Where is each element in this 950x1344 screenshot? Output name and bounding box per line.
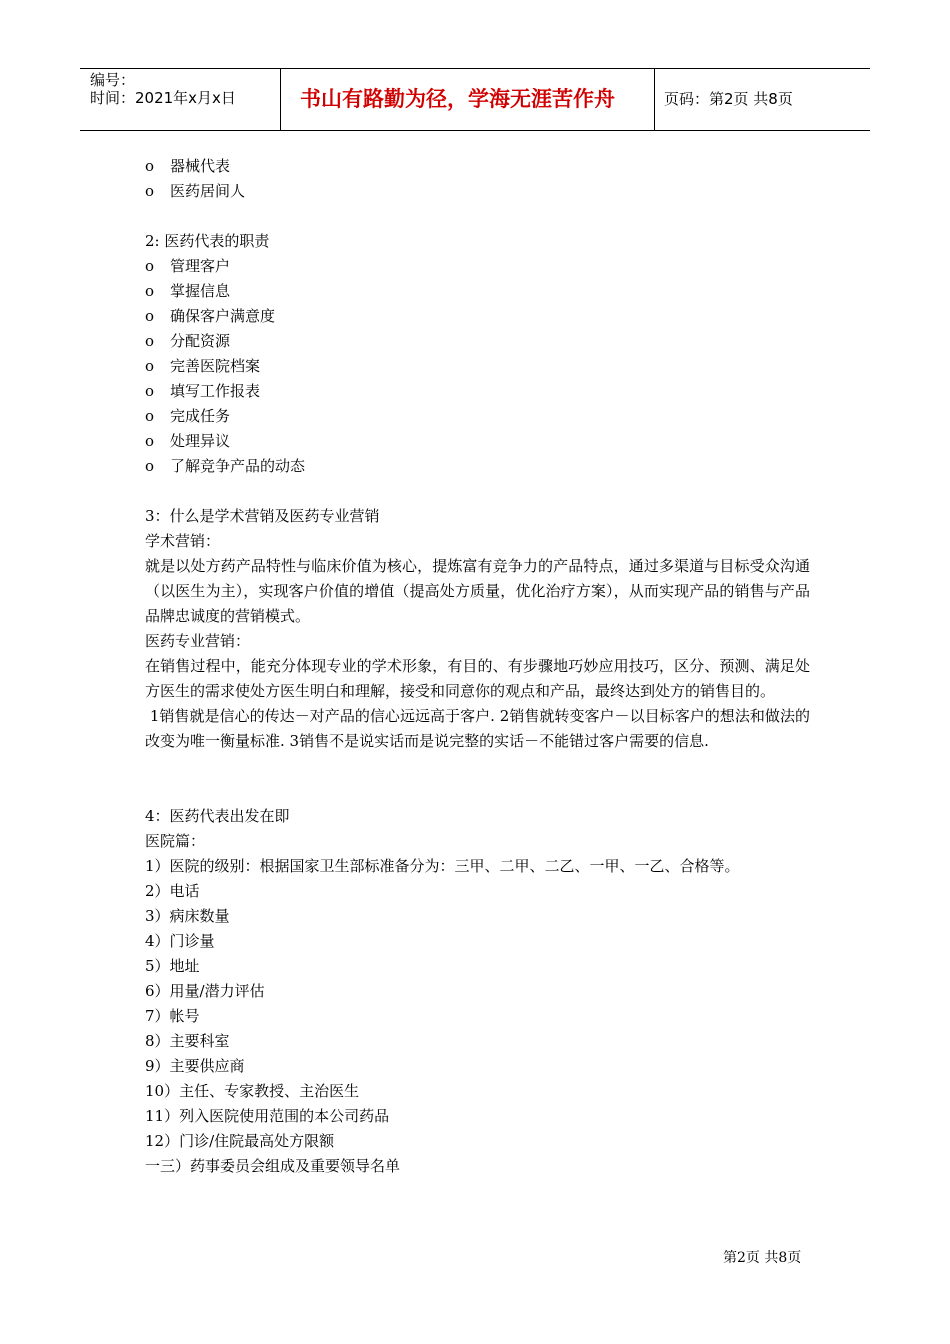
list-item: 一三）药事委员会组成及重要领导名单	[145, 1157, 401, 1175]
section-heading: 2: 医药代表的职责	[145, 232, 270, 250]
section-heading: 3：什么是学术营销及医药专业营销	[145, 507, 380, 525]
list-item: 1）医院的级别：根据国家卫生部标准备分为：三甲、二甲、二乙、一甲、一乙、合格等。	[145, 857, 740, 875]
bullet-marker: o	[145, 157, 155, 175]
list-item: 10）主任、专家教授、主治医生	[145, 1082, 360, 1100]
serial-label: 编号：	[90, 71, 136, 89]
list-item: 5）地址	[145, 957, 200, 975]
list-item: o 医药居间人	[145, 179, 810, 204]
list-item: o 完善医院档案	[145, 354, 810, 379]
list-item: 12）门诊/住院最高处方限额	[145, 1132, 335, 1150]
bullet-marker: o	[145, 457, 155, 475]
subheading: 医药专业营销：	[145, 632, 251, 650]
subheading: 学术营销：	[145, 532, 221, 550]
section-heading: 4：医药代表出发在即	[145, 807, 290, 825]
bullet-marker: o	[145, 307, 155, 325]
bullet-marker: o	[145, 407, 155, 425]
date-label: 时间：2021年x月x日	[90, 89, 236, 107]
list-item: 3）病床数量	[145, 907, 230, 925]
list-item: o 填写工作报表	[145, 379, 810, 404]
header-meta	[80, 69, 281, 130]
list-item: 11）列入医院使用范围的本公司药品	[145, 1107, 390, 1125]
bullet-marker: o	[145, 382, 155, 400]
list-item: o 掌握信息	[145, 279, 810, 304]
list-item: o 器械代表	[145, 154, 810, 179]
bullet-marker: o	[145, 357, 155, 375]
paragraph: 1销售就是信心的传达－对产品的信心远远高于客户. 2销售就转变客户－以目标客户的想法和做法的改变为唯一衡量标准. 3销售不是说实话而是说完整的实话－不能错过客户需要的信息.	[145, 707, 810, 750]
bullet-marker: o	[145, 282, 155, 300]
subheading: 医院篇：	[145, 832, 206, 850]
header-page-number: 页码：第2页 共8页	[664, 90, 793, 108]
page-header	[80, 68, 870, 131]
list-item: 9）主要供应商	[145, 1057, 245, 1075]
list-item: o 处理异议	[145, 429, 810, 454]
list-item: 7）帐号	[145, 1007, 200, 1025]
paragraph: 就是以处方药产品特性与临床价值为核心，提炼富有竞争力的产品特点，通过多渠道与目标受众沟通（以医生为主），实现客户价值的增值（提高处方质量，优化治疗方案），从而实现产品的销售与产品品牌忠诚度的营销模式。	[145, 557, 810, 625]
bullet-marker: o	[145, 257, 155, 275]
header-motto: 书山有路勤为径，学海无涯苦作舟	[281, 69, 655, 130]
list-item: o 确保客户满意度	[145, 304, 810, 329]
list-item: 8）主要科室	[145, 1032, 230, 1050]
document-body	[145, 154, 810, 1179]
bullet-marker: o	[145, 182, 155, 200]
page-footer: 第2页 共8页	[723, 1250, 802, 1266]
list-item: o 分配资源	[145, 329, 810, 354]
list-item: o 了解竞争产品的动态	[145, 454, 810, 479]
list-item: 6）用量/潜力评估	[145, 982, 265, 1000]
list-item: 4）门诊量	[145, 932, 215, 950]
list-item: o 完成任务	[145, 404, 810, 429]
list-item: 2）电话	[145, 882, 200, 900]
bullet-marker: o	[145, 332, 155, 350]
list-item: o 管理客户	[145, 254, 810, 279]
bullet-marker: o	[145, 432, 155, 450]
paragraph: 在销售过程中，能充分体现专业的学术形象，有目的、有步骤地巧妙应用技巧，区分、预测、满足处方医生的需求使处方医生明白和理解，接受和同意你的观点和产品，最终达到处方的销售目的。	[145, 657, 810, 700]
